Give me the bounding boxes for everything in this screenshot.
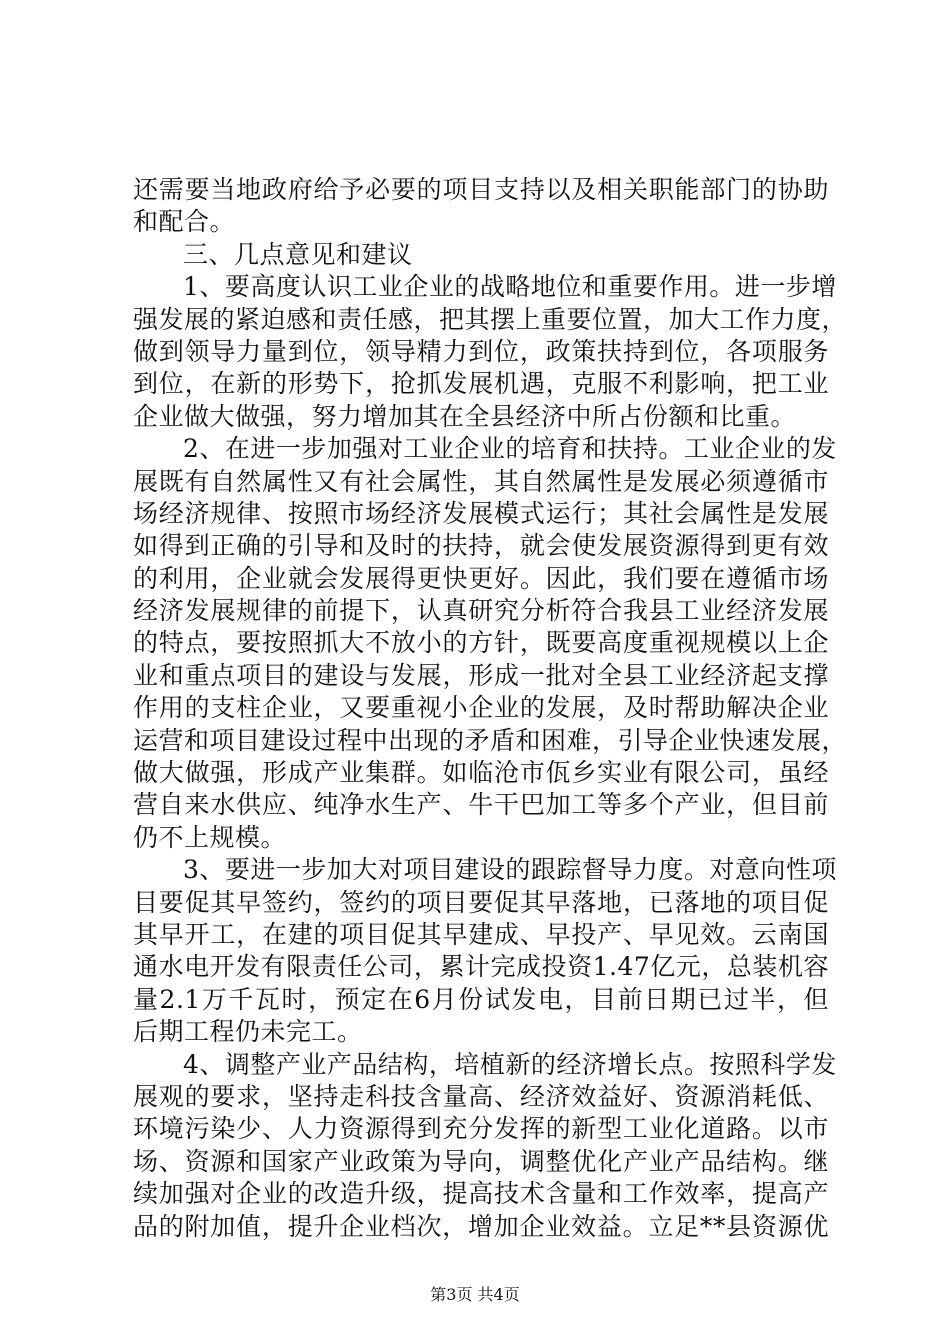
- text-line: 经济发展规律的前提下，认真研究分析符合我县工业经济发展: [133, 596, 829, 626]
- text-line: 如得到正确的引导和及时的扶持，就会使发展资源得到更有效: [133, 531, 829, 561]
- text-line: 做到领导力量到位，领导精力到位，政策扶持到位，各项服务: [133, 336, 829, 366]
- text-line: 到位，在新的形势下，抢抓发展机遇，克服不利影响，把工业: [133, 369, 829, 399]
- text-line: 品的附加值，提升企业档次，增加企业效益。立足**县资源优: [133, 1211, 829, 1241]
- text-line: 2、在进一步加强对工业企业的培育和扶持。工业企业的发: [183, 434, 837, 464]
- text-line: 营自来水供应、纯净水生产、牛干巴加工等多个产业，但目前: [133, 790, 829, 820]
- page-footer: [0, 1282, 950, 1305]
- page-number: 第3页 共4页: [430, 1285, 520, 1304]
- text-line: 环境污染少、人力资源得到充分发挥的新型工业化道路。以市: [133, 1114, 829, 1144]
- text-line: 强发展的紧迫感和责任感，把其摆上重要位置，加大工作力度，: [133, 304, 848, 334]
- document-body: [133, 174, 848, 1243]
- text-line: 的利用，企业就会发展得更快更好。因此，我们要在遵循市场: [133, 563, 829, 593]
- text-line: 仍不上规模。: [133, 822, 287, 852]
- text-line: 目要促其早签约，签约的项目要促其早落地，已落地的项目促: [133, 887, 829, 917]
- text-line: 企业做大做强，努力增加其在全县经济中所占份额和比重。: [133, 401, 797, 431]
- paragraph: [133, 433, 848, 854]
- paragraph: [133, 174, 829, 239]
- section-heading: [133, 239, 829, 271]
- text-line: 4、调整产业产品结构，培植新的经济增长点。按照科学发: [183, 1049, 837, 1079]
- text-line: 做大做强，形成产业集群。如临沧市佤乡实业有限公司，虽经: [133, 758, 829, 788]
- text-line: 作用的支柱企业，又要重视小企业的发展，及时帮助解决企业: [133, 693, 829, 723]
- text-line: 展观的要求，坚持走科技含量高、经济效益好、资源消耗低、: [133, 1081, 829, 1111]
- text-line: 1、要高度认识工业企业的战略地位和重要作用。进一步增: [183, 272, 837, 302]
- section-heading-text: 三、几点意见和建议: [183, 239, 413, 269]
- text-line: 和配合。: [133, 207, 236, 237]
- paragraph: [133, 1049, 837, 1243]
- text-line: 其早开工，在建的项目促其早建成、早投产、早见效。云南国: [133, 919, 829, 949]
- text-line: 展既有自然属性又有社会属性，其自然属性是发展必须遵循市: [133, 466, 829, 496]
- text-line: 场、资源和国家产业政策为导向，调整优化产业产品结构。继: [133, 1146, 829, 1176]
- text-line: 的特点，要按照抓大不放小的方针，既要高度重视规模以上企: [133, 628, 829, 658]
- paragraph: [133, 854, 837, 1048]
- text-line: 续加强对企业的改造升级，提高技术含量和工作效率，提高产: [133, 1179, 829, 1209]
- text-line: 3、要进一步加大对项目建设的跟踪督导力度。对意向性项: [183, 855, 837, 885]
- text-line: 通水电开发有限责任公司，累计完成投资1.47亿元，总装机容: [133, 952, 829, 982]
- text-line: 业和重点项目的建设与发展，形成一批对全县工业经济起支撑: [133, 660, 829, 690]
- text-line: 还需要当地政府给予必要的项目支持以及相关职能部门的协助: [133, 175, 829, 204]
- paragraph: [133, 271, 848, 433]
- text-line: 运营和项目建设过程中出现的矛盾和困难，引导企业快速发展，: [133, 725, 848, 755]
- text-line: 量2.1万千瓦时，预定在6月份试发电，目前日期已过半，但: [133, 984, 829, 1014]
- text-line: 场经济规律、按照市场经济发展模式运行；其社会属性是发展: [133, 498, 829, 528]
- text-line: 后期工程仍未完工。: [133, 1017, 363, 1047]
